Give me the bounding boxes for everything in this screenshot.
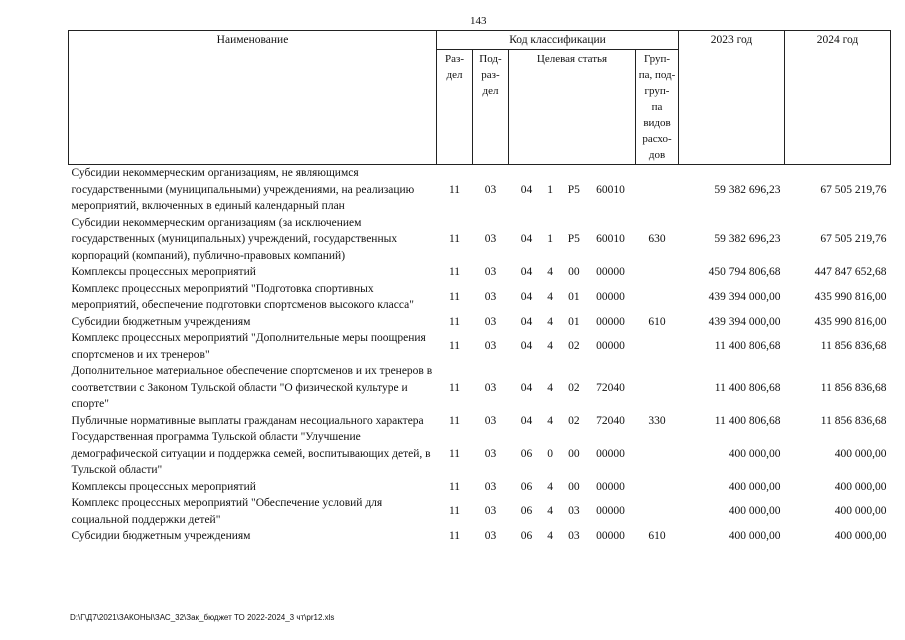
- celevaya-part-c1: 04: [520, 266, 533, 278]
- celevaya-part-c4: 00000: [596, 340, 625, 353]
- celevaya-part-c1: 06: [520, 505, 533, 518]
- row-razdel: 11: [448, 266, 461, 278]
- celevaya-part-c3: 00: [568, 480, 580, 493]
- table-row: [69, 281, 891, 314]
- celevaya-part-c4: 00000: [596, 530, 625, 542]
- row-podrazdel: 03: [484, 381, 497, 394]
- row-celevaya-statya: [509, 413, 636, 430]
- celevaya-part-c4: 00000: [596, 480, 625, 493]
- row-amount-2023: 400 000,00: [728, 447, 781, 460]
- celevaya-part-c2: 4: [547, 480, 554, 493]
- celevaya-part-c3: 00: [568, 447, 580, 460]
- celevaya-part-c3: 00: [568, 266, 580, 278]
- celevaya-part-c4: 60010: [596, 233, 625, 245]
- row-vid-rashodov: [636, 264, 679, 281]
- celevaya-part-c3: 03: [568, 530, 580, 542]
- table-row: [69, 330, 891, 363]
- row-vid-rashodov: 610: [648, 315, 666, 328]
- celevaya-part-c2: 4: [547, 266, 554, 278]
- row-amount-2023: 11 400 806,68: [714, 340, 781, 353]
- row-amount-2023: 11 400 806,68: [714, 414, 781, 427]
- header-2024: 2024 год: [785, 31, 891, 165]
- row-amount-2024: 447 847 652,68: [814, 266, 887, 278]
- row-amount-2023: 400 000,00: [728, 530, 781, 542]
- celevaya-part-c3: 02: [568, 340, 580, 353]
- celevaya-part-c1: 06: [520, 480, 533, 493]
- row-vid-rashodov: [636, 281, 679, 314]
- row-amount-2024: 67 505 219,76: [820, 233, 887, 245]
- table-row: [69, 479, 891, 496]
- celevaya-part-c3: 01: [568, 290, 580, 303]
- page-number: 143: [470, 15, 487, 27]
- celevaya-part-c4: 72040: [596, 381, 625, 394]
- row-name: Публичные нормативные выплаты гражданам несоциального характера: [71, 414, 424, 427]
- row-vid-rashodov: 610: [648, 530, 666, 542]
- row-podrazdel: 03: [484, 480, 497, 493]
- celevaya-part-c1: 04: [520, 183, 533, 196]
- budget-table: [68, 30, 891, 545]
- celevaya-part-c4: 00000: [596, 505, 625, 518]
- celevaya-part-c2: 0: [547, 447, 554, 460]
- celevaya-part-c2: 4: [547, 414, 554, 427]
- row-name: Субсидии бюджетным учреждениям: [71, 315, 251, 328]
- celevaya-part-c1: 04: [520, 233, 533, 245]
- celevaya-part-c1: 04: [520, 290, 533, 303]
- table-row: [69, 528, 891, 545]
- row-celevaya-statya: [509, 429, 636, 479]
- row-vid-rashodov: [636, 495, 679, 528]
- row-celevaya-statya: [509, 165, 636, 215]
- row-name: Субсидии некоммерческим организациям (за исключением государственных (муниципальных) учреждений, государственных корпораций (компаний), публично-правовых компаний): [71, 216, 398, 262]
- row-podrazdel: 03: [484, 414, 497, 427]
- row-amount-2023: 59 382 696,23: [714, 233, 781, 245]
- row-celevaya-statya: [509, 528, 636, 545]
- row-razdel: 11: [448, 290, 461, 303]
- row-razdel: 11: [448, 447, 461, 460]
- row-amount-2023: 400 000,00: [728, 480, 781, 493]
- celevaya-part-c2: 4: [547, 315, 554, 328]
- row-amount-2024: 11 856 836,68: [820, 414, 887, 427]
- celevaya-part-c1: 04: [520, 414, 533, 427]
- row-vid-rashodov: 330: [648, 414, 666, 427]
- celevaya-part-c4: 00000: [596, 266, 625, 278]
- celevaya-part-c3: 02: [568, 414, 580, 427]
- row-amount-2023: 400 000,00: [728, 505, 781, 518]
- row-amount-2023: 11 400 806,68: [714, 381, 781, 394]
- row-razdel: 11: [448, 233, 461, 245]
- row-vid-rashodov: [636, 363, 679, 413]
- header-razdel: Раз- дел: [437, 50, 473, 165]
- header-celevaya-statya: Целевая статья: [509, 50, 636, 165]
- row-podrazdel: 03: [484, 266, 497, 278]
- table-row: [69, 165, 891, 215]
- table-row: [69, 314, 891, 331]
- row-vid-rashodov: [636, 429, 679, 479]
- row-name: Субсидии бюджетным учреждениям: [71, 530, 251, 542]
- row-podrazdel: 03: [484, 530, 497, 542]
- celevaya-part-c4: 72040: [596, 414, 625, 427]
- header-name: Наименование: [69, 31, 437, 165]
- celevaya-part-c2: 1: [547, 233, 554, 245]
- header-podrazdel: Под- раз- дел: [473, 50, 509, 165]
- celevaya-part-c4: 00000: [596, 290, 625, 303]
- row-amount-2024: 435 990 816,00: [814, 290, 887, 303]
- row-celevaya-statya: [509, 495, 636, 528]
- celevaya-part-c3: 03: [568, 505, 580, 518]
- row-amount-2024: 11 856 836,68: [820, 381, 887, 394]
- row-name: Субсидии некоммерческим организациям, не являющимся государственными (муниципальными) учреждениями, на реализацию мероприятий, включенных в единый календарный план: [71, 167, 415, 212]
- table-row: [69, 413, 891, 430]
- row-name: Комплекс процессных мероприятий "Обеспечение условий для социальной поддержки детей": [71, 497, 383, 526]
- row-amount-2024: 67 505 219,76: [820, 183, 887, 196]
- celevaya-part-c3: 01: [568, 315, 580, 328]
- row-amount-2024: 435 990 816,00: [814, 315, 887, 328]
- row-amount-2023: 439 394 000,00: [708, 290, 781, 303]
- celevaya-part-c1: 06: [520, 530, 533, 542]
- celevaya-part-c3: P5: [567, 183, 580, 196]
- row-celevaya-statya: [509, 264, 636, 281]
- row-celevaya-statya: [509, 215, 636, 265]
- row-amount-2023: 450 794 806,68: [708, 266, 781, 278]
- row-name: Комплексы процессных мероприятий: [71, 480, 256, 493]
- row-amount-2023: 439 394 000,00: [708, 315, 781, 328]
- row-amount-2024: 400 000,00: [834, 480, 887, 493]
- footer-file-path: D:\Г\Д7\2021\ЗАКОНЫ\ЗАС_32\Зак_бюджет ТО 2022-2024_3 чт\pr12.xls: [70, 613, 335, 622]
- header-vid-rashodov: Груп- па, под- груп- па видов расхо- дов: [636, 50, 679, 165]
- row-razdel: 11: [448, 183, 461, 196]
- row-podrazdel: 03: [484, 315, 497, 328]
- celevaya-part-c4: 60010: [596, 183, 625, 196]
- celevaya-part-c4: 00000: [596, 447, 625, 460]
- row-celevaya-statya: [509, 330, 636, 363]
- row-podrazdel: 03: [484, 505, 497, 518]
- table-row: [69, 429, 891, 479]
- row-podrazdel: 03: [484, 183, 497, 196]
- header-2023: 2023 год: [679, 31, 785, 165]
- row-vid-rashodov: [636, 479, 679, 496]
- row-amount-2024: 400 000,00: [834, 505, 887, 518]
- table-row: [69, 363, 891, 413]
- row-celevaya-statya: [509, 363, 636, 413]
- row-name: Комплекс процессных мероприятий "Подготовка спортивных мероприятий, обеспечение подготовки спортсменов высокого класса": [71, 282, 414, 311]
- row-celevaya-statya: [509, 281, 636, 314]
- celevaya-part-c1: 04: [520, 381, 533, 394]
- table-row: [69, 264, 891, 281]
- celevaya-part-c1: 06: [520, 447, 533, 460]
- celevaya-part-c2: 4: [547, 505, 554, 518]
- row-vid-rashodov: 630: [648, 233, 666, 245]
- row-podrazdel: 03: [484, 290, 497, 303]
- row-amount-2024: 11 856 836,68: [820, 340, 887, 353]
- celevaya-part-c3: 02: [568, 381, 580, 394]
- row-razdel: 11: [448, 480, 461, 493]
- row-amount-2024: 400 000,00: [834, 530, 887, 542]
- row-amount-2023: 59 382 696,23: [714, 183, 781, 196]
- celevaya-part-c3: P5: [567, 233, 580, 245]
- row-amount-2024: 400 000,00: [834, 447, 887, 460]
- celevaya-part-c1: 04: [520, 315, 533, 328]
- table-row: [69, 215, 891, 265]
- table-body: [69, 165, 891, 545]
- celevaya-part-c2: 4: [547, 340, 554, 353]
- row-razdel: 11: [448, 315, 461, 328]
- row-celevaya-statya: [509, 314, 636, 331]
- row-podrazdel: 03: [484, 233, 497, 245]
- row-podrazdel: 03: [484, 340, 497, 353]
- celevaya-part-c1: 04: [520, 340, 533, 353]
- row-name: Комплекс процессных мероприятий "Дополнительные меры поощрения спортсменов и их тренеров": [71, 332, 426, 361]
- celevaya-part-c4: 00000: [596, 315, 625, 328]
- celevaya-part-c2: 4: [547, 290, 554, 303]
- row-name: Государственная программа Тульской области "Улучшение демографической ситуации и поддержка семей, воспитывающих детей, в Тульской области": [71, 431, 431, 476]
- row-name: Комплексы процессных мероприятий: [71, 266, 256, 278]
- table-row: [69, 495, 891, 528]
- row-razdel: 11: [448, 414, 461, 427]
- row-vid-rashodov: [636, 330, 679, 363]
- celevaya-part-c2: 1: [547, 183, 554, 196]
- row-razdel: 11: [448, 530, 461, 542]
- row-name: Дополнительное материальное обеспечение спортсменов и их тренеров в соответствии с Законом Тульской области "О физической культуре и спорте": [71, 365, 433, 410]
- row-razdel: 11: [448, 381, 461, 394]
- row-podrazdel: 03: [484, 447, 497, 460]
- row-vid-rashodov: [636, 165, 679, 215]
- celevaya-part-c2: 4: [547, 530, 554, 542]
- row-razdel: 11: [448, 505, 461, 518]
- header-code-group: Код классификации: [437, 31, 679, 50]
- row-celevaya-statya: [509, 479, 636, 496]
- celevaya-part-c2: 4: [547, 381, 554, 394]
- row-razdel: 11: [448, 340, 461, 353]
